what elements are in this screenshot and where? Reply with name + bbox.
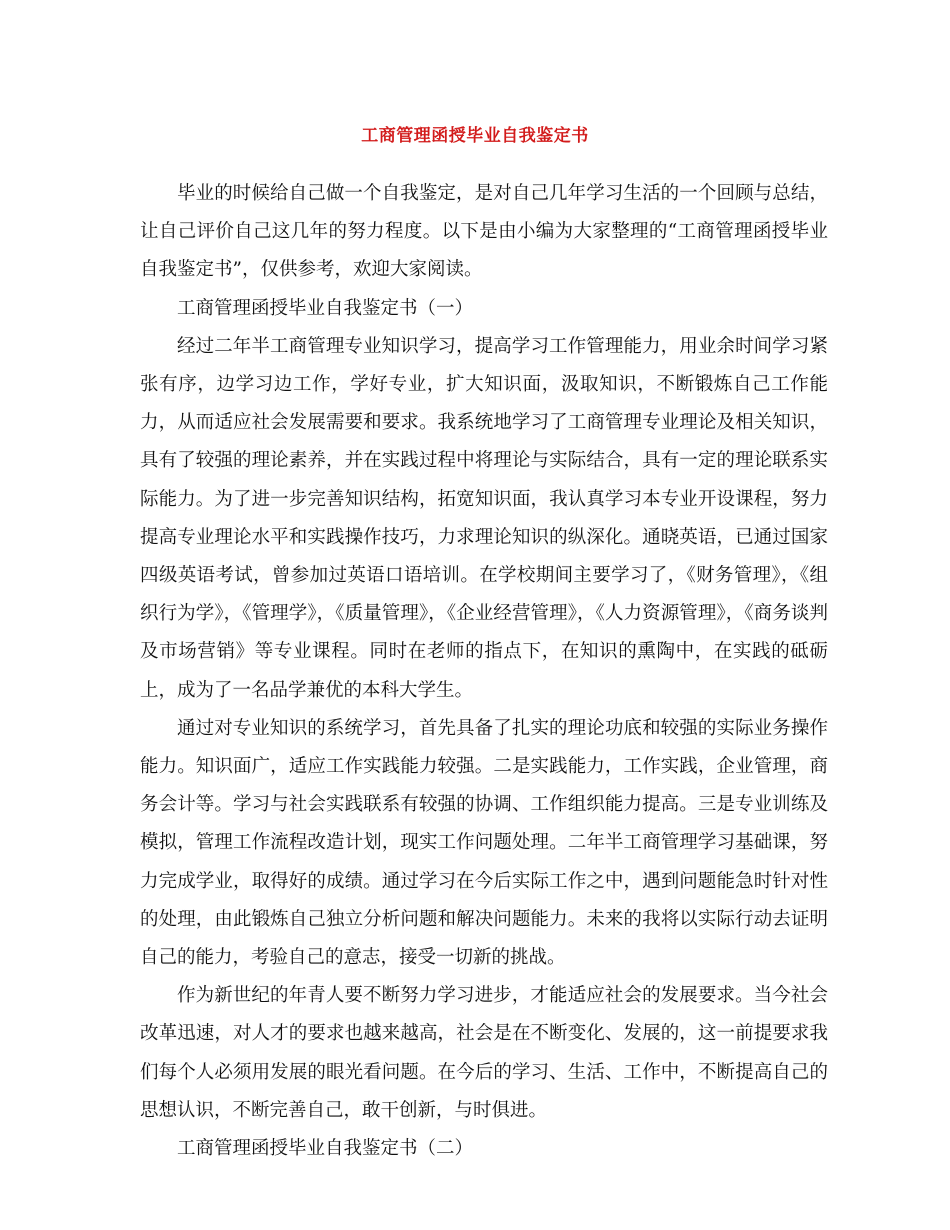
paragraph-abilities: 通过对专业知识的系统学习，首先具备了扎实的理论功底和较强的实际业务操作能力。知识面广，适应工作实践能力较强。二是实践能力，工作实践，企业管理，商务会计等。学习与社会实践联系有较强的协调、工作组织能力提高。三是专业训练及模拟，管理工作流程改造计划，现实工作问题处理。二年半工商管理学习基础课，努力完成学业，取得好的成绩。通过学习在今后实际工作之中，遇到问题能急时针对性的处理，由此锻炼自己独立分析问题和解决问题能力。未来的我将以实际行动去证明自己的能力，考验自己的意志，接受一切新的挑战。 <box>140 717 828 969</box>
paragraph-intro: 毕业的时候给自己做一个自我鉴定，是对自己几年学习生活的一个回顾与总结，让自己评价自己这几年的努力程度。以下是由小编为大家整理的“工商管理函授毕业自我鉴定书”，仅供参考，欢迎大家阅读。 <box>140 183 828 281</box>
section-heading-1: 工商管理函授毕业自我鉴定书（一） <box>177 297 474 319</box>
paragraph-study: 经过二年半工商管理专业知识学习，提高学习工作管理能力，用业余时间学习紧张有序，边学习边工作，学好专业，扩大知识面，汲取知识，不断锻炼自己工作能力，从而适应社会发展需要和要求。我系统地学习了工商管理专业理论及相关知识，具有了较强的理论素养，并在实践过程中将理论与实际结合，具有一定的理论联系实际能力。为了进一步完善知识结构，拓宽知识面，我认真学习本专业开设课程，努力提高专业理论水平和实践操作技巧，力求理论知识的纵深化。通晓英语，已通过国家四级英语考试，曾参加过英语口语培训。在学校期间主要学习了，《财务管理》，《组织行为学》，《管理学》，《质量管理》，《企业经营管理》，《人力资源管理》，《商务谈判及市场营销》等专业课程。同时在老师的指点下，在知识的熏陶中，在实践的砥砺上，成为了一名品学兼优的本科大学生。 <box>140 335 828 701</box>
document-body <box>140 175 828 1168</box>
section-heading-2: 工商管理函授毕业自我鉴定书（二） <box>177 1138 474 1160</box>
document-title: 工商管理函授毕业自我鉴定书 <box>361 126 589 146</box>
paragraph-future: 作为新世纪的年青人要不断努力学习进步，才能适应社会的发展要求。当今社会改革迅速，对人才的要求也越来越高，社会是在不断变化、发展的，这一前提要求我们每个人必须用发展的眼光看问题。在今后的学习、生活、工作中，不断提高自己的思想认识，不断完善自己，敢干创新，与时俱进。 <box>140 985 828 1121</box>
